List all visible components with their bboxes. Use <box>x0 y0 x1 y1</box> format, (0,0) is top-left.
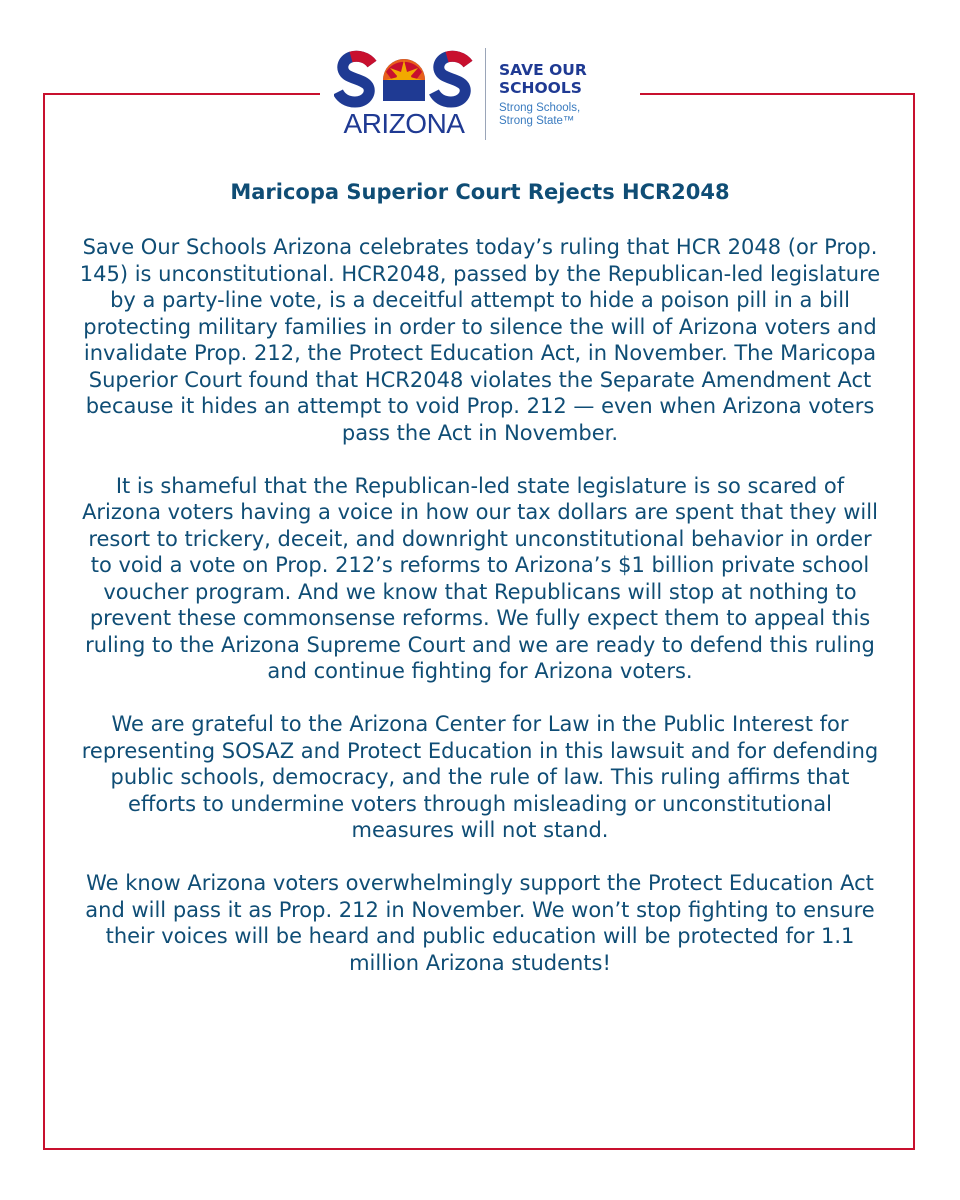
statement-body <box>75 234 885 1003</box>
logo-mark <box>331 50 477 138</box>
paragraph-4: We know Arizona voters overwhelmingly support the Protect Education Act and will pass it as Prop. 212 in November. We won’t stop fighting to ensure their voices will be heard and public education will be protected for 1.1 million Arizona students! <box>85 871 875 975</box>
paragraph-1: Save Our Schools Arizona celebrates today’s ruling that HCR 2048 (or Prop. 145) is unconstitutional. HCR2048, passed by the Republican-led legislature by a party-line vote, is a deceitful attempt to hide a poison pill in a bill protecting military families in order to silence the will of Arizona voters and invalidate Prop. 212, the Protect Education Act, in November. The Maricopa Superior Court found that HCR2048 violates the Separate Amendment Act because it hides an attempt to void Prop. 212 — even when Arizona voters pass the Act in November. <box>79 235 881 445</box>
paragraph-3: We are grateful to the Arizona Center for Law in the Public Interest for representing SOSAZ and Protect Education in this lawsuit and for defending public schools, democracy, and the rule of law. This ruling affirms that efforts to undermine voters through misleading or unconstitutional measures will not stand. <box>81 712 879 842</box>
tagline: Strong Schools, Strong State™ <box>499 101 581 127</box>
paragraph-2: It is shameful that the Republican-led state legislature is so scared of Arizona voters having a voice in how our tax dollars are spent that they will resort to trickery, deceit, and downright unconstitutional behavior in order to void a vote on Prop. 212’s reforms to Arizona’s $1 billion private school voucher program. And we know that Republicans will stop at nothing to prevent these commonsense reforms. We fully expect them to appeal this ruling to the Arizona Supreme Court and we are ready to defend this ruling and continue fighting for Arizona voters. <box>82 473 878 683</box>
arizona-wordmark: ARIZONA <box>343 108 465 139</box>
logo-text <box>499 61 629 128</box>
sos-arizona-logo <box>320 44 640 144</box>
sos-wordmark <box>334 50 474 108</box>
org-name: SAVE OUR SCHOOLS <box>499 60 587 97</box>
sos-logo-icon <box>334 50 474 108</box>
logo-divider <box>485 48 486 140</box>
headline: Maricopa Superior Court Rejects HCR2048 <box>230 180 730 204</box>
